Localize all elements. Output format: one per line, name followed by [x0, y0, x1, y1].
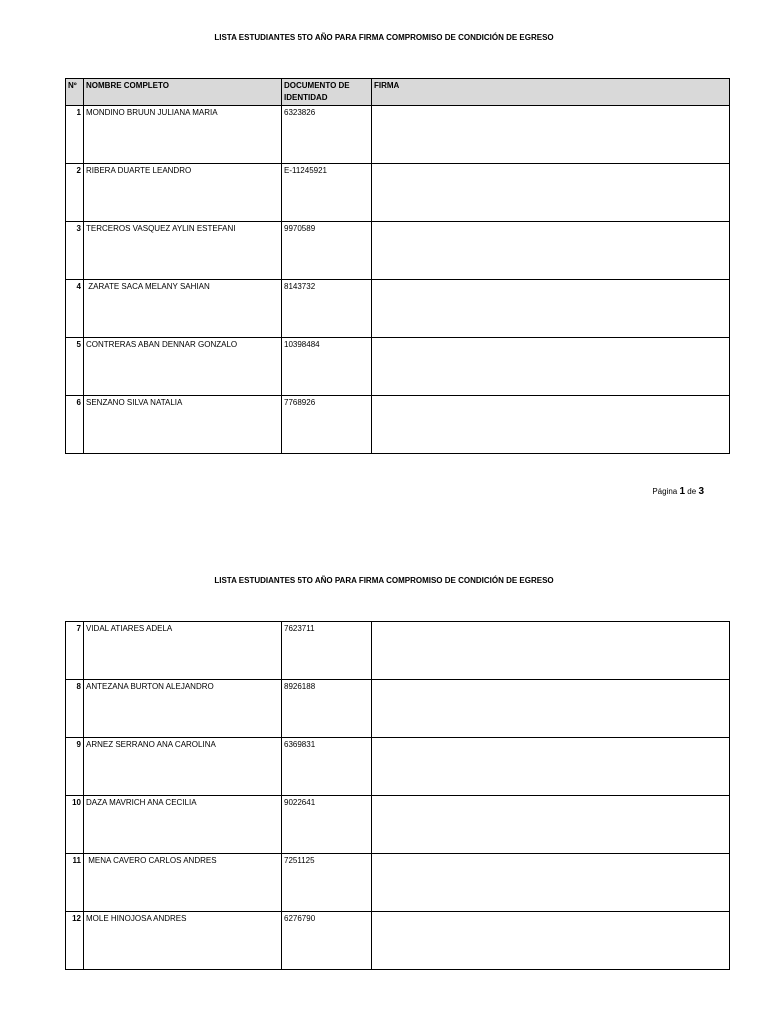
row-number: 2	[66, 164, 84, 222]
table-row	[66, 854, 730, 912]
row-number: 9	[66, 738, 84, 796]
row-full-name: MOLE HINOJOSA ANDRES	[84, 912, 282, 970]
row-identity-document: 8926188	[282, 680, 372, 738]
footer-page-label: Página	[652, 487, 678, 496]
row-signature-cell	[372, 622, 730, 680]
header-full-name: NOMBRE COMPLETO	[84, 79, 282, 106]
footer-separator: de	[687, 487, 697, 496]
row-signature-cell	[372, 796, 730, 854]
row-full-name: CONTRERAS ABAN DENNAR GONZALO	[84, 338, 282, 396]
row-identity-document: 6323826	[282, 106, 372, 164]
row-number: 1	[66, 106, 84, 164]
row-full-name: VIDAL ATIARES ADELA	[84, 622, 282, 680]
row-identity-document: 10398484	[282, 338, 372, 396]
row-identity-document: 9022641	[282, 796, 372, 854]
row-full-name: MENA CAVERO CARLOS ANDRES	[84, 854, 282, 912]
row-signature-cell	[372, 680, 730, 738]
row-full-name: ARNEZ SERRANO ANA CAROLINA	[84, 738, 282, 796]
row-number: 7	[66, 622, 84, 680]
table-row	[66, 680, 730, 738]
document-title-page-2: LISTA ESTUDIANTES 5TO AÑO PARA FIRMA COMPROMISO DE CONDICIÓN DE EGRESO	[214, 576, 554, 585]
footer-total-pages: 3	[698, 486, 704, 497]
document-title: LISTA ESTUDIANTES 5TO AÑO PARA FIRMA COMPROMISO DE CONDICIÓN DE EGRESO	[214, 33, 554, 42]
row-signature-cell	[372, 280, 730, 338]
page-number-footer	[652, 486, 704, 497]
table-row	[66, 280, 730, 338]
header-identity-document: DOCUMENTO DE IDENTIDAD	[282, 79, 372, 106]
row-signature-cell	[372, 396, 730, 454]
row-signature-cell	[372, 738, 730, 796]
students-table-page-1	[65, 78, 730, 454]
row-signature-cell	[372, 854, 730, 912]
table-row	[66, 796, 730, 854]
row-identity-document: E-11245921	[282, 164, 372, 222]
table-row	[66, 738, 730, 796]
table-row	[66, 338, 730, 396]
row-identity-document: 9970589	[282, 222, 372, 280]
header-signature: FIRMA	[372, 79, 730, 106]
row-full-name: MONDINO BRUUN JULIANA MARIA	[84, 106, 282, 164]
row-signature-cell	[372, 106, 730, 164]
table-row	[66, 622, 730, 680]
row-number: 4	[66, 280, 84, 338]
table-row	[66, 222, 730, 280]
row-number: 11	[66, 854, 84, 912]
row-full-name: TERCEROS VASQUEZ AYLIN ESTEFANI	[84, 222, 282, 280]
row-full-name: DAZA MAVRICH ANA CECILIA	[84, 796, 282, 854]
row-identity-document: 6369831	[282, 738, 372, 796]
row-signature-cell	[372, 164, 730, 222]
row-full-name: SENZANO SILVA NATALIA	[84, 396, 282, 454]
row-identity-document: 7623711	[282, 622, 372, 680]
row-number: 5	[66, 338, 84, 396]
table-row	[66, 106, 730, 164]
row-identity-document: 6276790	[282, 912, 372, 970]
footer-current-page: 1	[679, 486, 686, 497]
row-identity-document: 7251125	[282, 854, 372, 912]
table-row	[66, 912, 730, 970]
table-row	[66, 396, 730, 454]
row-signature-cell	[372, 222, 730, 280]
students-table-page-2	[65, 621, 730, 970]
row-identity-document: 7768926	[282, 396, 372, 454]
row-full-name: ZARATE SACA MELANY SAHIAN	[84, 280, 282, 338]
header-number: Nº	[66, 79, 84, 106]
row-number: 10	[66, 796, 84, 854]
row-number: 8	[66, 680, 84, 738]
row-number: 3	[66, 222, 84, 280]
row-number: 6	[66, 396, 84, 454]
table-header-row	[66, 79, 730, 106]
row-signature-cell	[372, 338, 730, 396]
row-signature-cell	[372, 912, 730, 970]
table-row	[66, 164, 730, 222]
row-number: 12	[66, 912, 84, 970]
row-full-name: RIBERA DUARTE LEANDRO	[84, 164, 282, 222]
row-full-name: ANTEZANA BURTON ALEJANDRO	[84, 680, 282, 738]
row-identity-document: 8143732	[282, 280, 372, 338]
